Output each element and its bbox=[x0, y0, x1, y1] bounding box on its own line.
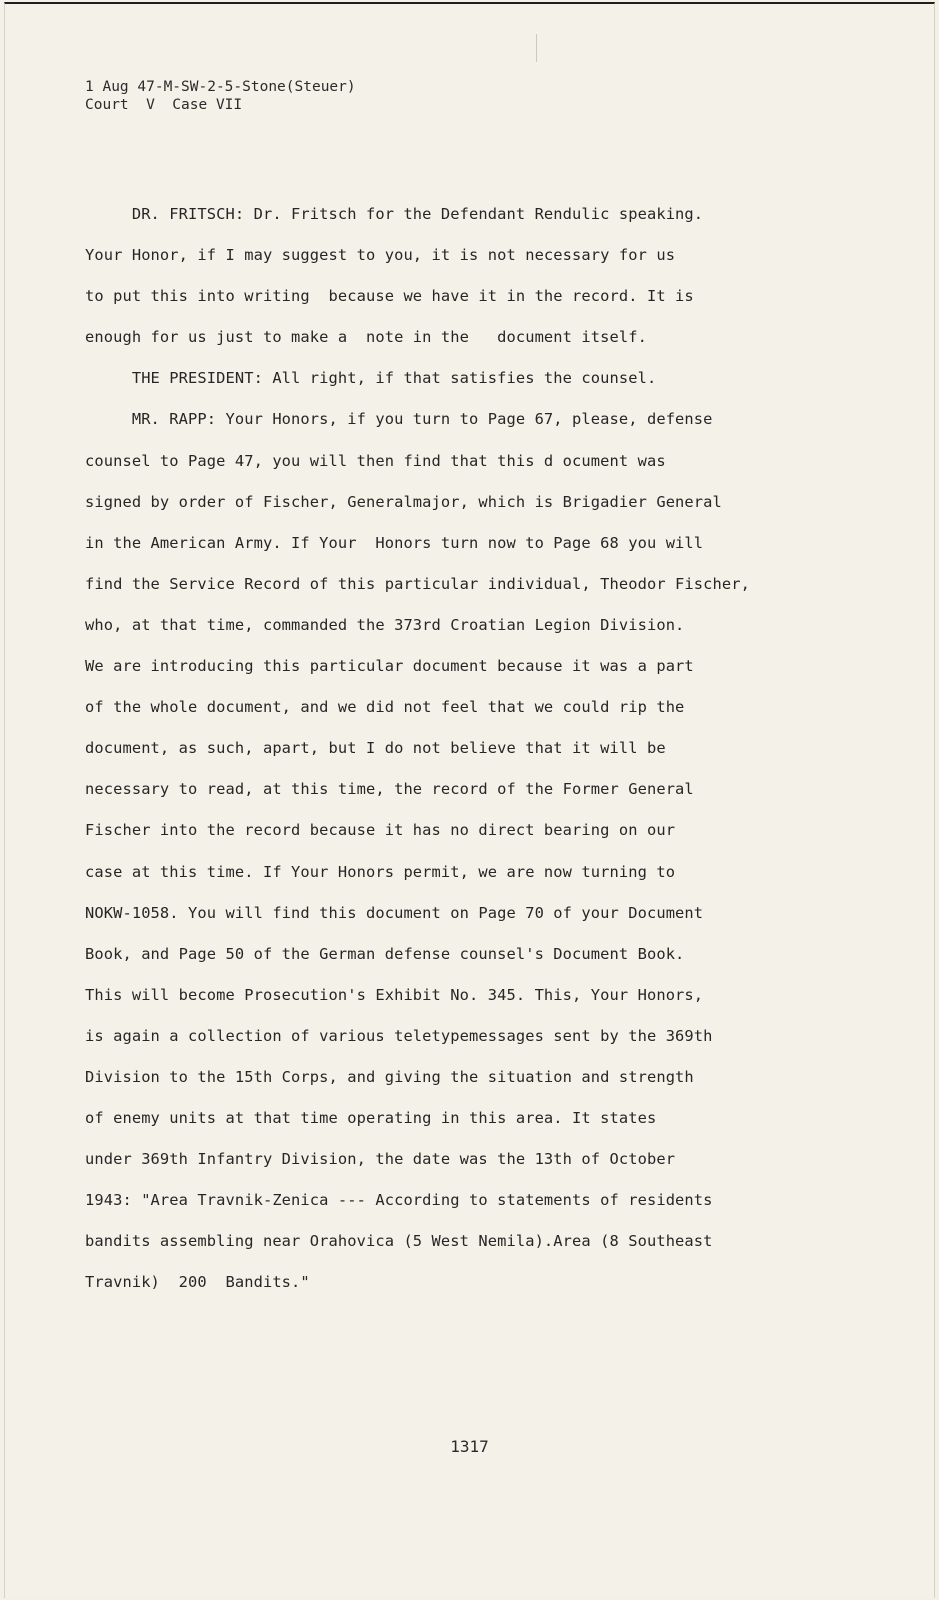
document-header bbox=[85, 78, 356, 114]
page-number: 1317 bbox=[450, 1437, 489, 1456]
transcript-line: DR. FRITSCH: Dr. Fritsch for the Defendant Rendulic speaking. bbox=[85, 205, 704, 223]
document-page bbox=[4, 2, 935, 1598]
transcript-body bbox=[85, 194, 825, 1304]
transcript-line: We are introducing this particular document because it was a part bbox=[85, 657, 694, 676]
transcript-line: is again a collection of various teletypemessages sent by the 369th bbox=[85, 1026, 713, 1045]
transcript-line: Travnik) 200 Bandits." bbox=[85, 1273, 310, 1292]
transcript-line: THE PRESIDENT: All right, if that satisfies the counsel. bbox=[85, 369, 657, 388]
transcript-line: under 369th Infantry Division, the date was the 13th of October bbox=[85, 1150, 676, 1169]
transcript-line: MR. RAPP: Your Honors, if you turn to Page 67, please, defense bbox=[85, 410, 713, 429]
transcript-line: document, as such, apart, but I do not believe that it will be bbox=[85, 739, 666, 758]
transcript-line: bandits assembling near Orahovica (5 West Nemila).Area (8 Southeast bbox=[85, 1232, 713, 1251]
transcript-line: 1943: "Area Travnik-Zenica --- According to statements of residents bbox=[85, 1191, 713, 1210]
transcript-line: of the whole document, and we did not feel that we could rip the bbox=[85, 698, 685, 717]
header-reference: 1 Aug 47-M-SW-2-5-Stone(Steuer) bbox=[85, 79, 356, 95]
transcript-line: Your Honor, if I may suggest to you, it is not necessary for us bbox=[85, 246, 676, 265]
transcript-line: find the Service Record of this particular individual, Theodor Fischer, bbox=[85, 574, 750, 593]
transcript-line: counsel to Page 47, you will then find that this d ocument was bbox=[85, 451, 666, 470]
transcript-line: enough for us just to make a note in the document itself. bbox=[85, 328, 647, 347]
transcript-line: signed by order of Fischer, Generalmajor, which is Brigadier General bbox=[85, 492, 722, 511]
transcript-line: to put this into writing because we have it in the record. It is bbox=[85, 287, 694, 306]
transcript-line: Division to the 15th Corps, and giving the situation and strength bbox=[85, 1067, 694, 1086]
transcript-line: necessary to read, at this time, the record of the Former General bbox=[85, 780, 694, 799]
transcript-line: who, at that time, commanded the 373rd Croatian Legion Division. bbox=[85, 615, 685, 634]
transcript-line: in the American Army. If Your Honors turn now to Page 68 you will bbox=[85, 533, 704, 552]
margin-mark bbox=[536, 34, 537, 62]
transcript-line: NOKW-1058. You will find this document on Page 70 of your Document bbox=[85, 903, 704, 922]
transcript-line: Fischer into the record because it has no direct bearing on our bbox=[85, 821, 676, 840]
header-court-case: Court V Case VII bbox=[85, 97, 243, 113]
transcript-line: case at this time. If Your Honors permit, we are now turning to bbox=[85, 862, 676, 881]
transcript-line: Book, and Page 50 of the German defense counsel's Document Book. bbox=[85, 944, 685, 963]
transcript-line: of enemy units at that time operating in this area. It states bbox=[85, 1109, 657, 1128]
transcript-line: This will become Prosecution's Exhibit No. 345. This, Your Honors, bbox=[85, 985, 704, 1004]
